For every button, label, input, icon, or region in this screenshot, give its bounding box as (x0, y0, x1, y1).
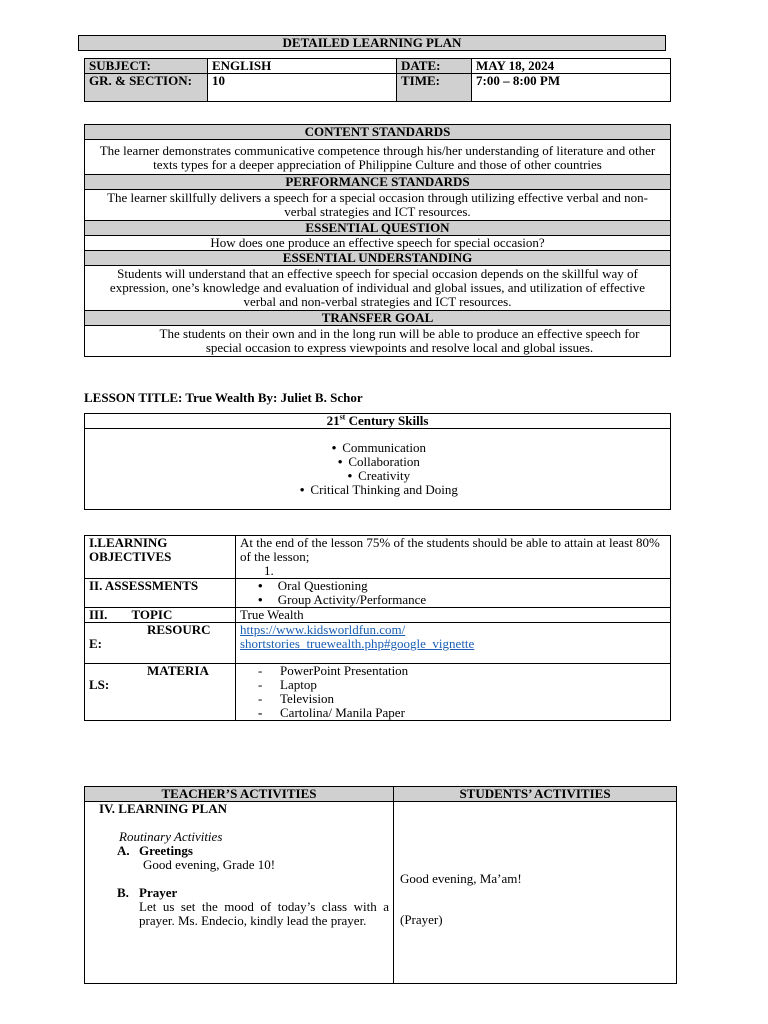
subject-label: SUBJECT: (85, 59, 208, 74)
student-prayer: (Prayer) (400, 912, 443, 927)
transfer-goal-heading: TRANSFER GOAL (85, 311, 671, 326)
list-item: • Group Activity/Performance (258, 592, 427, 607)
list-item: - PowerPoint Presentation (258, 663, 409, 678)
time-label: TIME: (397, 74, 472, 102)
date-value: MAY 18, 2024 (472, 59, 671, 74)
greetings-heading: A. Greetings (117, 843, 193, 858)
skills-list (89, 441, 666, 497)
objectives-text-cell (236, 536, 671, 579)
teacher-activities-heading: TEACHER’S ACTIVITIES (85, 787, 394, 802)
student-greeting: Good evening, Ma’am! (400, 871, 522, 886)
document-title: DETAILED LEARNING PLAN (78, 35, 666, 51)
list-item: • Communication (331, 440, 427, 455)
resource-link[interactable]: https://www.kidsworldfun.com/ shortstories_truewealth.php#google_vignette (240, 622, 475, 651)
greetings-text: Good evening, Grade 10! (143, 857, 276, 872)
routinary-heading: Routinary Activities (119, 829, 223, 844)
performance-standards-text: The learner skillfully delivers a speech for a special occasion through utilizing effective verbal and non-verbal strategies and ICT resources. (85, 190, 671, 221)
date-label: DATE: (397, 59, 472, 74)
resource-label: RESOURC E: (85, 623, 236, 664)
assessments-label: II. ASSESSMENTS (85, 579, 236, 608)
numbered-item: 1. (264, 563, 274, 578)
essential-question-heading: ESSENTIAL QUESTION (85, 221, 671, 236)
essential-understanding-text: Students will understand that an effective speech for special occasion depends on the skillful way of expression, one’s knowledge and evaluation of individual and global issues, and utilization of effective verbal and non-verbal strategies and ICT resources. (85, 266, 671, 311)
content-standards-heading: CONTENT STANDARDS (85, 125, 671, 140)
list-item: • Critical Thinking and Doing (299, 482, 458, 497)
list-item: • Creativity (347, 468, 411, 483)
prayer-text: Let us set the mood of today’s class with a prayer. Ms. Endecio, kindly lead the prayer. (139, 899, 389, 928)
topic-label: III. TOPIC (85, 608, 236, 623)
skills-table (84, 413, 671, 510)
list-item: • Collaboration (337, 454, 420, 469)
topic-value: True Wealth (236, 608, 671, 623)
materials-label: MATERIA LS: (85, 664, 236, 721)
objectives-table (84, 535, 671, 721)
materials-list (236, 664, 671, 721)
list-item: - Cartolina/ Manila Paper (258, 705, 405, 720)
resource-link-cell (236, 623, 671, 664)
essential-understanding-heading: ESSENTIAL UNDERSTANDING (85, 251, 671, 266)
skills-list-cell (85, 429, 671, 510)
time-value: 7:00 – 8:00 PM (472, 74, 671, 102)
assessments-list (236, 579, 671, 608)
teacher-activities-cell (85, 802, 394, 984)
subject-value: ENGLISH (208, 59, 397, 74)
list-item: - Television (258, 691, 334, 706)
learning-plan-heading: IV. LEARNING PLAN (99, 801, 227, 816)
lesson-title: LESSON TITLE: True Wealth By: Juliet B. Schor (84, 390, 363, 405)
standards-table (84, 124, 671, 357)
grade-value: 10 (208, 74, 397, 102)
skills-heading: 21st Century Skills (85, 414, 671, 429)
list-item: • Oral Questioning (258, 578, 368, 593)
info-table (84, 58, 671, 102)
student-activities-heading: STUDENTS’ ACTIVITIES (394, 787, 677, 802)
essential-question-text: How does one produce an effective speech for special occasion? (85, 236, 671, 251)
student-activities-cell (394, 802, 677, 984)
activities-table (84, 786, 677, 984)
transfer-goal-text: The students on their own and in the long run will be able to produce an effective speech for special occasion to express viewpoints and resolve local and global issues. (85, 326, 671, 357)
objectives-label: I.LEARNING OBJECTIVES (85, 536, 236, 579)
content-standards-text: The learner demonstrates communicative competence through his/her understanding of literature and other texts types for a deeper appreciation of Philippine Culture and those of other countries (85, 140, 671, 175)
list-item: - Laptop (258, 677, 317, 692)
prayer-heading: B. Prayer (117, 885, 178, 900)
performance-standards-heading: PERFORMANCE STANDARDS (85, 175, 671, 190)
objectives-text: At the end of the lesson 75% of the students should be able to attain at least 80% of the lesson; (240, 535, 660, 564)
grade-label: GR. & SECTION: (85, 74, 208, 102)
